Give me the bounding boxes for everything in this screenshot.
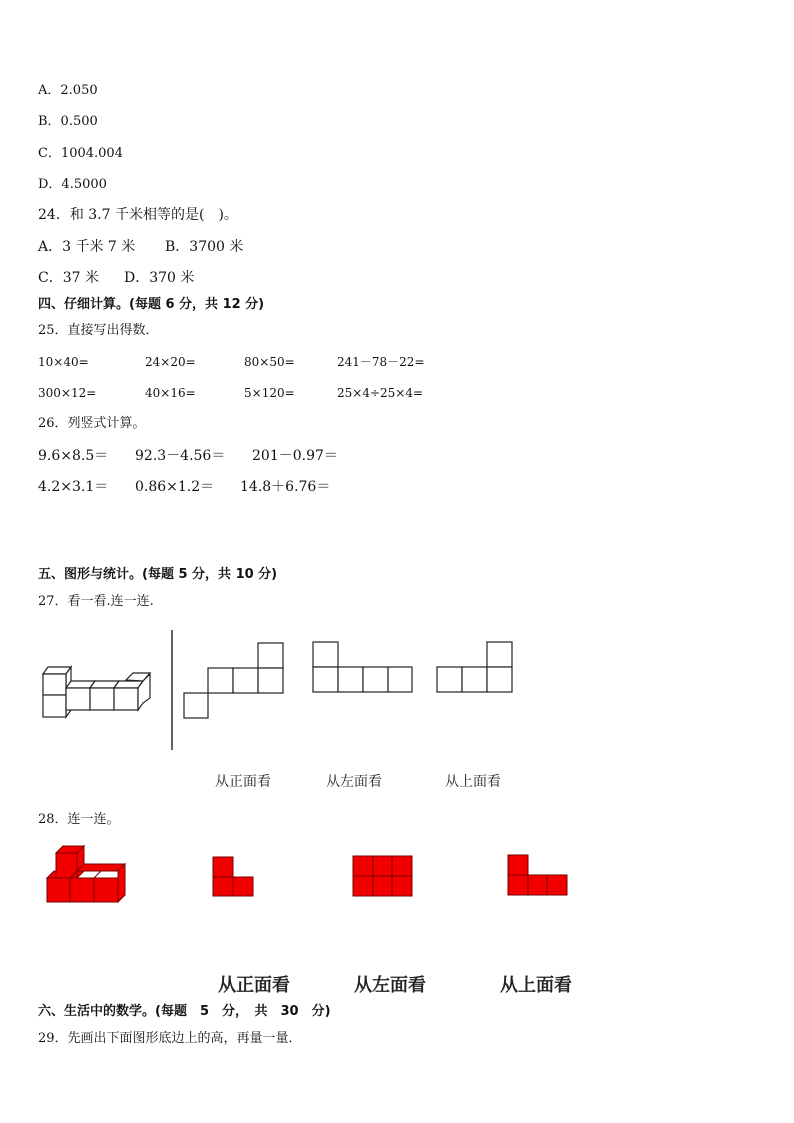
red-view-2 [352, 855, 413, 897]
vertical-calc-item: 92.3－4.56＝ [135, 448, 226, 464]
view-label-top: 从上面看 [445, 774, 501, 790]
divider-line [170, 630, 174, 750]
question-29: 29．先画出下面图形底边上的高，再量一量． [38, 1031, 302, 1046]
red-cube-figure [46, 845, 126, 903]
view-grid-3 [436, 641, 514, 693]
calc-item: 25×4÷25×4= [337, 386, 424, 400]
question-27: 27．看一看.连一连. [38, 594, 154, 609]
calc-item: 80×50= [244, 355, 295, 369]
calc-item: 5×120= [244, 386, 295, 400]
cube-stack-figure [40, 662, 155, 718]
calc-item: 300×12= [38, 386, 97, 400]
calc-item: 40×16= [145, 386, 196, 400]
view-label-left-large: 从左面看 [354, 975, 426, 996]
red-view-3 [507, 854, 568, 896]
option-b: B．0.500 [38, 114, 98, 129]
view-label-top-large: 从上面看 [500, 975, 572, 996]
option-a: A．2.050 [38, 83, 98, 98]
vertical-calc-item: 201－0.97＝ [252, 448, 338, 464]
view-label-front-large: 从正面看 [218, 975, 290, 996]
view-label-left: 从左面看 [326, 774, 382, 790]
vertical-calc-item: 4.2×3.1＝ [38, 479, 109, 495]
view-grid-1 [183, 642, 285, 719]
section-6-title: 六、生活中的数学。(每题 5 分， 共 30 分) [38, 1004, 331, 1019]
q24-option-d: D．370 米 [124, 270, 195, 286]
view-label-front: 从正面看 [215, 774, 271, 790]
question-24: 24．和 3.7 千米相等的是( )。 [38, 207, 238, 223]
vertical-calc-item: 9.6×8.5＝ [38, 448, 109, 464]
question-26: 26．列竖式计算。 [38, 416, 146, 431]
q24-option-a: A．3 千米 7 米 [38, 239, 136, 255]
calc-item: 10×40= [38, 355, 89, 369]
option-c: C．1004.004 [38, 146, 123, 161]
red-view-1 [212, 856, 255, 897]
option-d: D．4.5000 [38, 177, 107, 192]
question-25: 25．直接写出得数． [38, 323, 159, 338]
calc-item: 241－78－22= [337, 355, 425, 369]
q24-option-c: C．37 米 [38, 270, 99, 286]
vertical-calc-item: 0.86×1.2＝ [135, 479, 215, 495]
view-grid-2 [312, 641, 414, 693]
calc-item: 24×20= [145, 355, 196, 369]
section-5-title: 五、图形与统计。(每题 5 分，共 10 分) [38, 567, 278, 582]
q24-option-b: B．3700 米 [165, 239, 244, 255]
question-28: 28．连一连。 [38, 812, 120, 827]
section-4-title: 四、仔细计算。(每题 6 分，共 12 分) [38, 297, 265, 312]
vertical-calc-item: 14.8＋6.76＝ [240, 479, 331, 495]
